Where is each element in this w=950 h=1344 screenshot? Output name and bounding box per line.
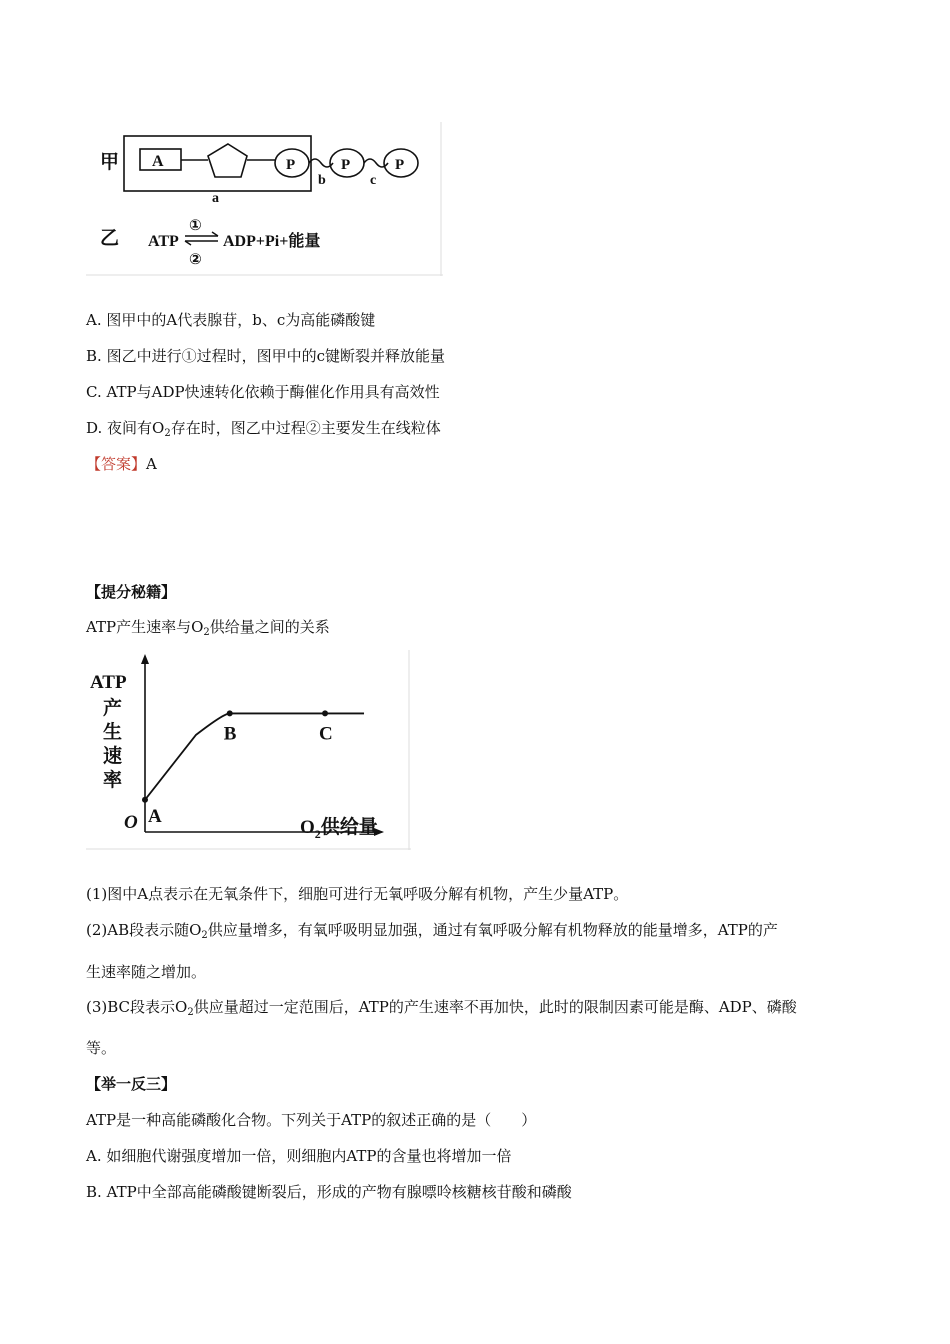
label-a: a — [212, 191, 219, 206]
arrow-top-label: ① — [189, 216, 202, 234]
option-b-letter: B. — [86, 347, 102, 365]
answer-value: A — [146, 455, 157, 473]
answer — [86, 454, 157, 474]
tips-point-3-cont: 等。 — [86, 1039, 117, 1057]
point-c — [322, 710, 328, 716]
option-b — [86, 346, 445, 366]
label-b: b — [318, 173, 326, 188]
atp-structure-figure — [86, 122, 443, 276]
point-b — [227, 710, 233, 716]
arrow-bottom-label: ② — [189, 250, 202, 268]
option-a-letter: A. — [86, 311, 102, 329]
tips-intro: ATP产生速率与$O_2$供给量之间的关系 — [86, 618, 330, 638]
xlabel: $O_2$供给量 — [300, 816, 378, 841]
ylabel-line-4: 率 — [103, 769, 123, 791]
practice-heading: 【举一反三】 — [86, 1075, 177, 1093]
chart-marks — [142, 710, 364, 826]
tips-heading: 【提分秘籍】 — [86, 583, 177, 601]
option-c-letter: C. — [86, 383, 102, 401]
point-label-a: A — [148, 805, 162, 827]
atp-rate-chart-svg — [86, 650, 411, 850]
answer-label: 【答案】 — [86, 455, 147, 473]
p1-label: P — [286, 157, 296, 173]
eq-left: ATP — [148, 233, 179, 250]
option-d-letter: D. — [86, 419, 103, 437]
tips-point-2: (2)AB段表示随$O_2$供应量增多，有氧呼吸明显加强，通过有氧呼吸分解有机物释放的能量增多，ATP的产 — [86, 921, 778, 941]
point-label-b: B — [223, 723, 237, 745]
p2-label: P — [341, 157, 351, 173]
tips-point-3: (3)BC段表示$O_2$供应量超过一定范围后，ATP的产生速率不再加快，此时的限制因素可能是酶、ADP、磷酸 — [86, 998, 797, 1018]
atp-structure-svg — [86, 122, 443, 276]
practice-option-b: B. ATP中全部高能磷酸键断裂后，形成的产物有腺嘌呤核糖核苷酸和磷酸 — [86, 1183, 572, 1201]
practice-option-a: A. 如细胞代谢强度增加一倍，则细胞内ATP的含量也将增加一倍 — [86, 1147, 512, 1165]
eq-right: ADP+Pi+能量 — [223, 233, 321, 250]
practice-question: ATP是一种高能磷酸化合物。下列关于ATP的叙述正确的是（ ） — [86, 1111, 537, 1129]
point-label-c: C — [319, 723, 333, 745]
point-a — [142, 797, 148, 803]
label-c: c — [370, 173, 377, 188]
ribose-pentagon — [208, 144, 247, 177]
label-yi: 乙 — [100, 227, 120, 249]
origin-label: O — [124, 812, 138, 833]
option-c — [86, 382, 440, 402]
option-c-text: ATP与ADP快速转化依赖于酶催化作用具有高效性 — [106, 383, 440, 401]
tips-point-2-cont: 生速率随之增加。 — [86, 963, 207, 981]
label-jia: 甲 — [100, 151, 120, 173]
option-d: D. 夜间有$O_2$存在时，图乙中过程②主要发生在线粒体 — [86, 419, 441, 439]
ylabel-line-0: ATP — [90, 672, 127, 693]
adenine-label: A — [152, 153, 164, 170]
ylabel-line-3: 速 — [103, 745, 123, 767]
tips-point-1: (1)图中A点表示在无氧条件下，细胞可进行无氧呼吸分解有机物，产生少量ATP。 — [86, 885, 629, 903]
option-a — [86, 310, 375, 330]
atp-rate-chart — [86, 650, 411, 850]
option-a-text: 图甲中的A代表腺苷，b、c为高能磷酸键 — [106, 311, 376, 329]
y-axis-arrow — [141, 654, 149, 664]
ylabel-line-1: 产 — [103, 697, 123, 719]
option-b-text: 图乙中进行①过程时，图甲中的c键断裂并释放能量 — [106, 347, 445, 365]
p3-label: P — [395, 157, 405, 173]
ylabel-line-2: 生 — [103, 721, 123, 743]
